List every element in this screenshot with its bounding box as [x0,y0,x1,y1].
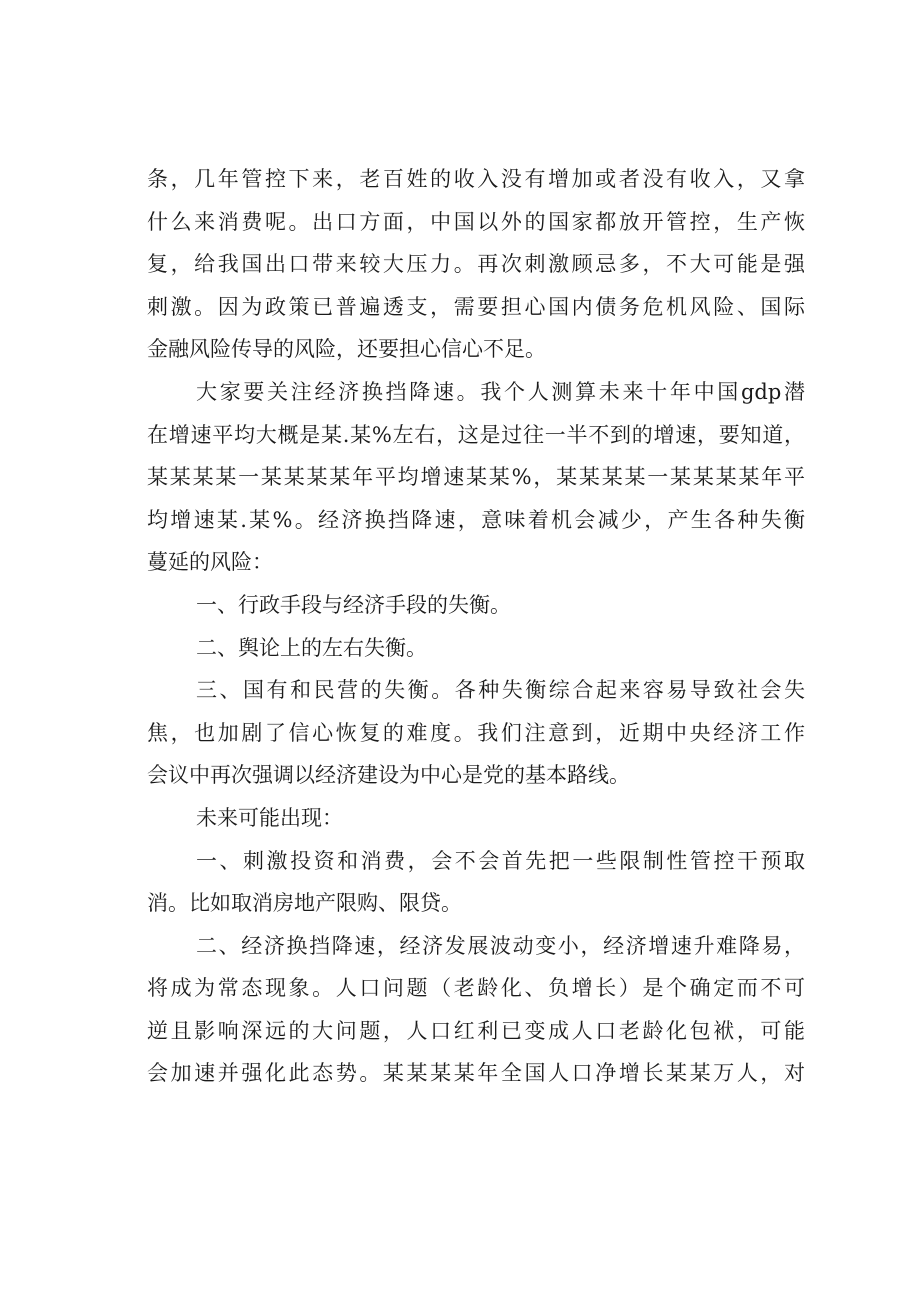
text-line: 消。比如取消房地产限购、限贷。 [147,891,462,916]
document-body [147,158,805,1095]
list-item: 一、刺激投资和消费，会不会首先把一些限制性管控干预取 [196,848,805,873]
list-item: 二、经济换挡降速，经济发展波动变小，经济增速升难降易， [196,933,805,958]
text-line: 什么来消费呢。出口方面，中国以外的国家都放开管控，生产恢 [147,209,805,234]
text-line: 复，给我国出口带来较大压力。再次刺激顾忌多，不大可能是强 [147,252,805,277]
text-line: 条，几年管控下来，老百姓的收入没有增加或者没有收入，又拿 [147,167,805,191]
text-line: 刺激。因为政策已普遍透支，需要担心国内债务危机风险、国际 [147,294,805,319]
text-line: 会议中再次强调以经济建设为中心是党的基本路线。 [147,763,630,788]
list-item: 一、行政手段与经济手段的失衡。 [196,592,511,617]
paragraph-first-line: 未来可能出现： [196,805,343,830]
text-line: 逆且影响深远的大问题，人口红利已变成人口老龄化包袱，可能 [147,1018,805,1043]
text-line: 焦，也加剧了信心恢复的难度。我们注意到，近期中央经济工作 [147,720,805,745]
list-item: 二、舆论上的左右失衡。 [196,635,427,660]
text-line: 蔓延的风险： [147,550,273,575]
text-line: 某某某某一某某某某年平均增速某某%，某某某某一某某某某年平 [147,465,805,490]
list-item: 三、国有和民营的失衡。各种失衡综合起来容易导致社会失 [196,678,805,703]
text-line: 将成为常态现象。人口问题（老龄化、负增长）是个确定而不可 [147,976,805,1001]
text-line: 金融风险传导的风险，还要担心信心不足。 [147,337,546,362]
text-line: 会加速并强化此态势。某某某某年全国人口净增长某某万人，对 [147,1061,805,1086]
text-line: 均增速某.某%。经济换挡降速，意味着机会减少，产生各种失衡 [147,507,805,532]
text-line: 在增速平均大概是某.某%左右，这是过往一半不到的增速，要知道， [147,422,805,447]
paragraph-first-line: 大家要关注经济换挡降速。我个人测算未来十年中国gdp潜 [196,379,805,404]
